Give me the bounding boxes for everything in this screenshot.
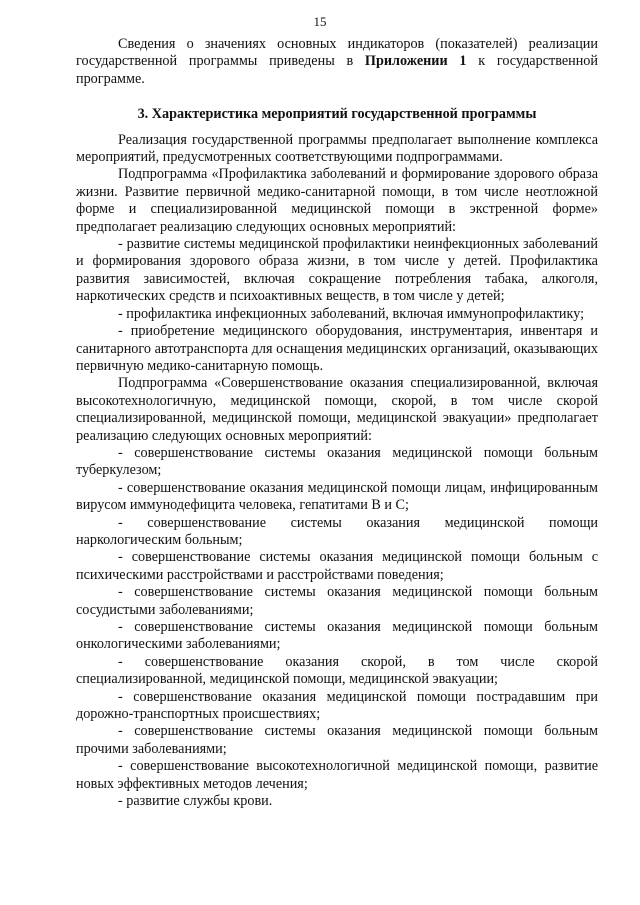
list-item: - совершенствование системы оказания медицинской помощи больным онкологическими заболеваниями; — [76, 619, 598, 653]
page-content — [76, 36, 598, 810]
list-item: - совершенствование системы оказания медицинской помощи больным сосудистыми заболеваниями; — [76, 584, 598, 618]
paragraph-overview: Реализация государственной программы предполагает выполнение комплекса мероприятий, предусмотренных соответствующими подпрограммами. — [76, 131, 598, 166]
intro-text-before: Сведения о значениях основных индикаторов (показателей) реализации государственной программы приведены в — [76, 36, 598, 70]
paragraph-subprogram-prevention: Подпрограмма «Профилактика заболеваний и формирование здорового образа жизни. Развитие первичной медико-санитарной помощи, в том числе неотложной форме и специализированной медицинской помощи в экстренной форме» предполагает реализацию следующих основных мероприятий: — [76, 166, 598, 235]
section-heading: 3. Характеристика мероприятий государственной программы — [137, 106, 537, 123]
list-item: - профилактика инфекционных заболеваний, включая иммунопрофилактику; — [118, 305, 585, 322]
list-item: - совершенствование оказания скорой, в том числе скорой специализированной, медицинской помощи, медицинской эвакуации; — [76, 653, 598, 688]
intro-appendix-reference: Приложении 1 — [364, 53, 467, 70]
list-item: - совершенствование оказания медицинской помощи пострадавшим при дорожно-транспортных происшествиях; — [76, 688, 598, 723]
list-item: - приобретение медицинского оборудования, инструментария, инвентаря и санитарного автотранспорта для оснащения медицинских организаций, оказывающих первичную медико-санитарную помощь. — [76, 323, 598, 374]
list-item: - совершенствование системы оказания медицинской помощи больным прочими заболеваниями; — [76, 723, 598, 757]
list-item: - развитие службы крови. — [118, 793, 273, 810]
list-item: - совершенствование системы оказания медицинской помощи больным туберкулезом; — [76, 444, 598, 479]
list-item: - совершенствование системы оказания медицинской помощи больным с психическими расстройствами и расстройствами поведения; — [76, 549, 598, 583]
list-item: - совершенствование оказания медицинской помощи лицам, инфицированным вирусом иммунодефицита человека, гепатитами В и С; — [76, 479, 598, 514]
paragraph-subprogram-specialized-care: Подпрограмма «Совершенствование оказания специализированной, включая высокотехнологичную, медицинской помощи, скорой, в том числе скорой специализированной, медицинской помощи, медицинской эвакуации» предполагает реализацию следующих основных мероприятий: — [76, 375, 598, 444]
intro-text-after: к государственной программе. — [76, 53, 598, 87]
intro-paragraph — [76, 36, 598, 88]
list-item: - развитие системы медицинской профилактики неинфекционных заболеваний и формирования здорового образа жизни, в том числе у детей. Профилактика развития зависимостей, включая сокращение потребления табака, алкоголя, наркотических средств и психоактивных веществ, в том числе у детей; — [76, 236, 598, 305]
page-number: 15 — [313, 14, 327, 29]
list-item: - совершенствование системы оказания медицинской помощи наркологическим больным; — [76, 514, 598, 548]
list-item: - совершенствование высокотехнологичной медицинской помощи, развитие новых эффективных методов лечения; — [76, 758, 598, 792]
